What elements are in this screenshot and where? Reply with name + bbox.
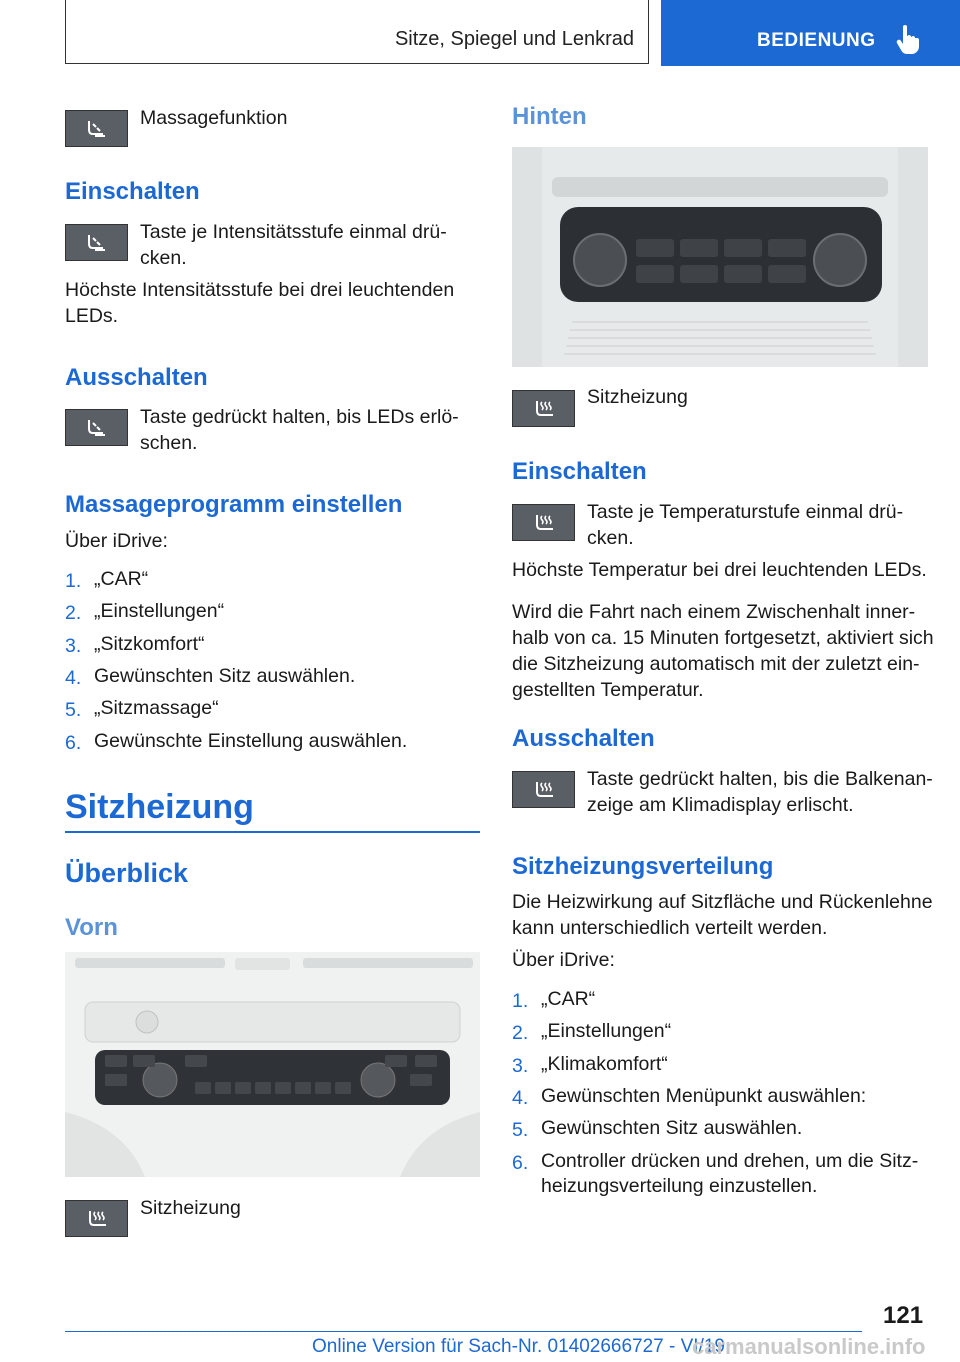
sitzheizung-rear-label: Sitzheizung <box>587 386 688 408</box>
vorn-heading: Vorn <box>65 914 118 941</box>
text-line: Taste gedrückt halten, bis die Balkenan- <box>587 768 933 790</box>
step-number: 3. <box>512 1054 529 1077</box>
step-text: „Klimakomfort“ <box>541 1052 668 1075</box>
step-number: 4. <box>512 1086 529 1109</box>
sitzheizung-front-label: Sitzheizung <box>140 1197 241 1219</box>
step-text: „Sitzkomfort“ <box>94 632 205 655</box>
ausschalten-heading-right: Ausschalten <box>512 725 655 752</box>
title-rule <box>65 831 480 833</box>
step-number: 2. <box>65 602 82 625</box>
section-label: BEDIENUNG <box>757 30 876 51</box>
step-number: 1. <box>512 990 529 1012</box>
page-header <box>0 0 960 66</box>
massage-icon <box>65 224 128 261</box>
ueberblick-heading: Überblick <box>65 858 189 888</box>
page-number: 121 <box>883 1302 924 1329</box>
hoechste-text <box>65 277 454 329</box>
massage-icon <box>65 409 128 446</box>
text-line: Taste je Intensitätsstufe einmal drü- <box>140 221 447 243</box>
step-number: 6. <box>512 1151 529 1174</box>
text-line: Wird die Fahrt nach einem Zwischenhalt inner- <box>512 601 916 623</box>
text-line: die Sitzheizung automatisch mit der zuletzt ein- <box>512 653 920 675</box>
ueber-idrive-right: Über iDrive: <box>512 949 615 971</box>
text-line: gestellten Temperatur. <box>512 679 704 701</box>
footer-rule <box>65 1331 862 1332</box>
hoechste-text-right: Höchste Temperatur bei drei leuchtenden LEDs. <box>512 559 927 581</box>
einschalten-heading: Einschalten <box>65 178 200 205</box>
step-text: „CAR“ <box>541 988 596 1010</box>
section-tab <box>661 0 960 66</box>
text-line: zeige am Klimadisplay erlischt. <box>587 794 854 816</box>
step-text: Gewünschten Sitz auswählen. <box>541 1117 803 1140</box>
text-line: kann unterschiedlich verteilt werden. <box>512 917 828 939</box>
step-6-continuation: heizungsverteilung einzustellen. <box>541 1175 818 1197</box>
text-line: Die Heizwirkung auf Sitzfläche und Rückenlehne <box>512 891 933 913</box>
step-text: „Einstellungen“ <box>541 1020 672 1043</box>
einschalten-text-right <box>587 499 903 551</box>
seat-heating-icon <box>512 504 575 541</box>
zwischenhalt-paragraph <box>512 599 934 703</box>
ausschalten-text-right <box>587 766 933 818</box>
ausschalten-text <box>140 404 459 456</box>
massage-icon <box>65 110 128 147</box>
chapter-title: Sitze, Spiegel und Lenkrad <box>394 28 634 50</box>
text-line: cken. <box>587 527 634 549</box>
header-divider <box>648 0 649 64</box>
step-number: 5. <box>65 699 82 722</box>
seat-heating-icon <box>512 771 575 808</box>
einschalten-text <box>140 219 447 271</box>
rear-console-illustration <box>512 147 928 367</box>
front-console-photo <box>65 952 480 1177</box>
step-number: 1. <box>65 570 82 592</box>
ueber-idrive: Über iDrive: <box>65 530 168 552</box>
ausschalten-heading: Ausschalten <box>65 364 208 391</box>
sitzheizung-title: Sitzheizung <box>65 788 254 826</box>
step-text: „Einstellungen“ <box>94 600 225 623</box>
step-number: 4. <box>65 666 82 689</box>
seat-heating-icon <box>512 390 575 427</box>
step-number: 5. <box>512 1119 529 1142</box>
step-text: Gewünschten Menüpunkt auswählen: <box>541 1084 867 1107</box>
text-line: schen. <box>140 432 198 454</box>
hinten-heading: Hinten <box>512 103 587 130</box>
massage-label: Massagefunktion <box>140 107 288 129</box>
step-text: Controller drücken und drehen, um die Sitz- <box>541 1149 919 1172</box>
step-text: „CAR“ <box>94 568 149 590</box>
massageprogramm-heading: Massageprogramm einstellen <box>65 491 403 518</box>
einschalten-heading-right: Einschalten <box>512 458 647 485</box>
text-line: cken. <box>140 247 187 269</box>
seat-heating-icon <box>65 1200 128 1237</box>
text-line: Höchste Intensitätsstufe bei drei leuchtenden <box>65 279 455 301</box>
step-number: 3. <box>65 634 82 657</box>
text-line: halb von ca. 15 Minuten fortgesetzt, aktiviert sich <box>512 627 934 649</box>
rear-console-photo <box>512 147 928 367</box>
watermark: carmanualsonline.info <box>692 1334 926 1359</box>
online-version-text: Online Version für Sach-Nr. 01402666727 - VI/19 <box>312 1336 725 1357</box>
step-text: „Sitzmassage“ <box>94 697 219 720</box>
verteilung-heading: Sitzheizungsverteilung <box>512 853 774 880</box>
text-line: Taste je Temperaturstufe einmal drü- <box>587 501 904 523</box>
text-line: Taste gedrückt halten, bis LEDs erlö- <box>140 406 459 428</box>
text-line: LEDs. <box>65 305 119 327</box>
step-text: Gewünschten Sitz auswählen. <box>94 664 356 687</box>
step-number: 2. <box>512 1022 529 1045</box>
front-console-illustration <box>65 952 480 1177</box>
verteilung-text <box>512 889 933 941</box>
pointing-hand-icon <box>895 24 921 54</box>
step-text: Gewünschte Einstellung auswählen. <box>94 729 408 752</box>
step-number: 6. <box>65 731 82 754</box>
